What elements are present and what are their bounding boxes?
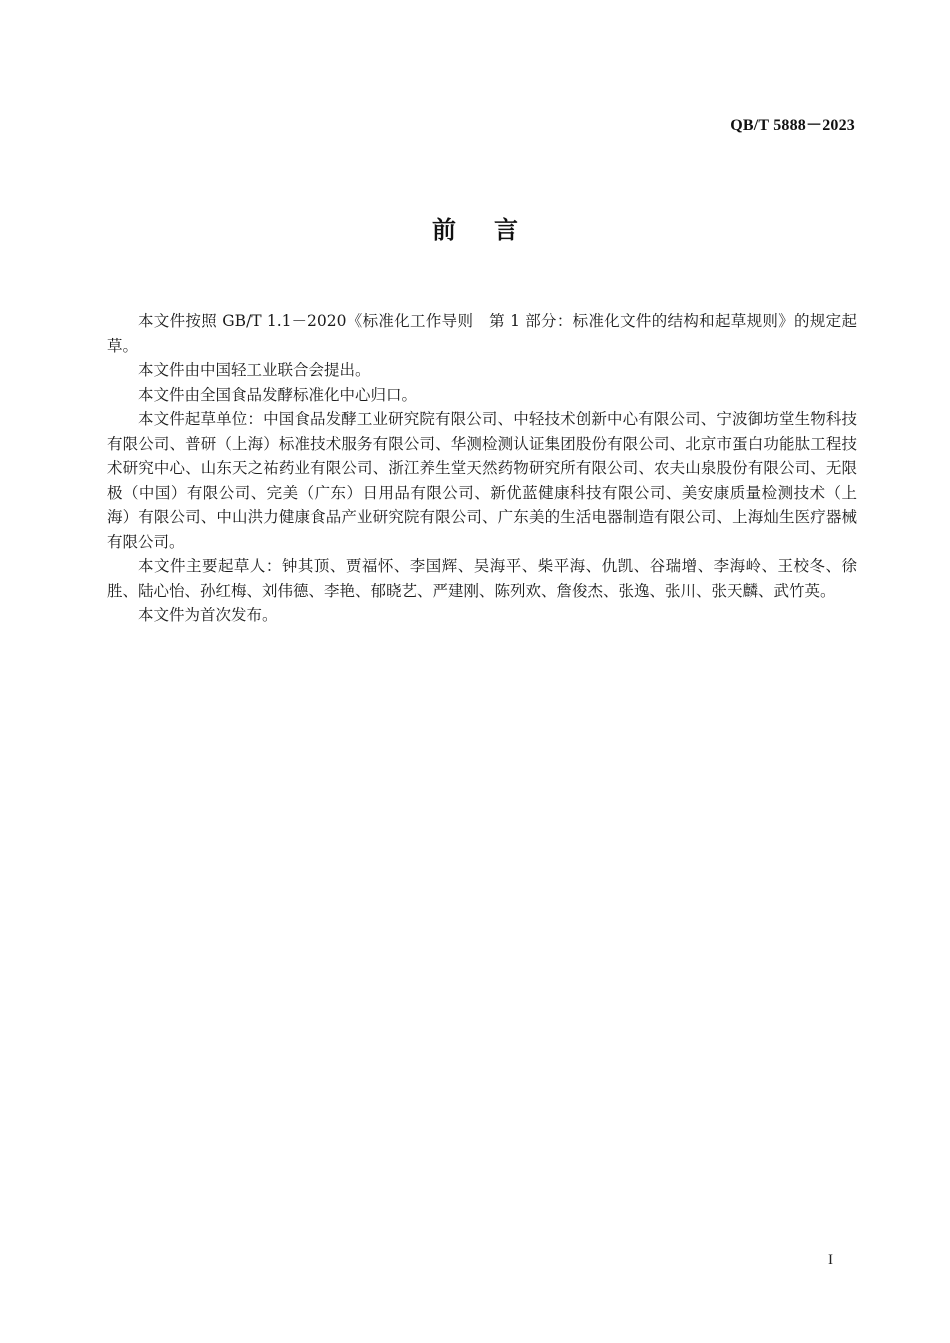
paragraph-drafting-rules: 本文件按照 GB/T 1.1－2020《标准化工作导则 第 1 部分：标准化文件的结构和起草规则》的规定起草。	[107, 312, 857, 355]
standard-number: QB/T 5888－2023	[730, 117, 855, 134]
paragraph-main-drafters: 本文件主要起草人：钟其顶、贾福怀、李国辉、吴海平、柴平海、仇凯、谷瑞增、李海岭、王校冬、徐胜、陆心怡、孙红梅、刘伟德、李艳、郁晓艺、严建刚、陈列欢、詹俊杰、张逸、张川、张天麟、武竹英。	[107, 557, 857, 600]
foreword-body	[107, 309, 857, 628]
paragraph-drafting-units: 本文件起草单位：中国食品发酵工业研究院有限公司、中轻技术创新中心有限公司、宁波御坊堂生物科技有限公司、普研（上海）标准技术服务有限公司、华测检测认证集团股份有限公司、北京市蛋白功能肽工程技术研究中心、山东天之祐药业有限公司、浙江养生堂天然药物研究所有限公司、农夫山泉股份有限公司、无限极（中国）有限公司、完美（广东）日用品有限公司、新优蓝健康科技有限公司、美安康质量检测技术（上海）有限公司、中山洪力健康食品产业研究院有限公司、广东美的生活电器制造有限公司、上海灿生医疗器械有限公司。	[107, 410, 857, 551]
page-number: I	[828, 1252, 833, 1268]
paragraph-centralized-unit: 本文件由全国食品发酵标准化中心归口。	[138, 385, 418, 404]
paragraph-proposer: 本文件由中国轻工业联合会提出。	[138, 361, 371, 379]
paragraph-first-release: 本文件为首次发布。	[138, 606, 278, 624]
page-title: 前言	[432, 216, 556, 244]
